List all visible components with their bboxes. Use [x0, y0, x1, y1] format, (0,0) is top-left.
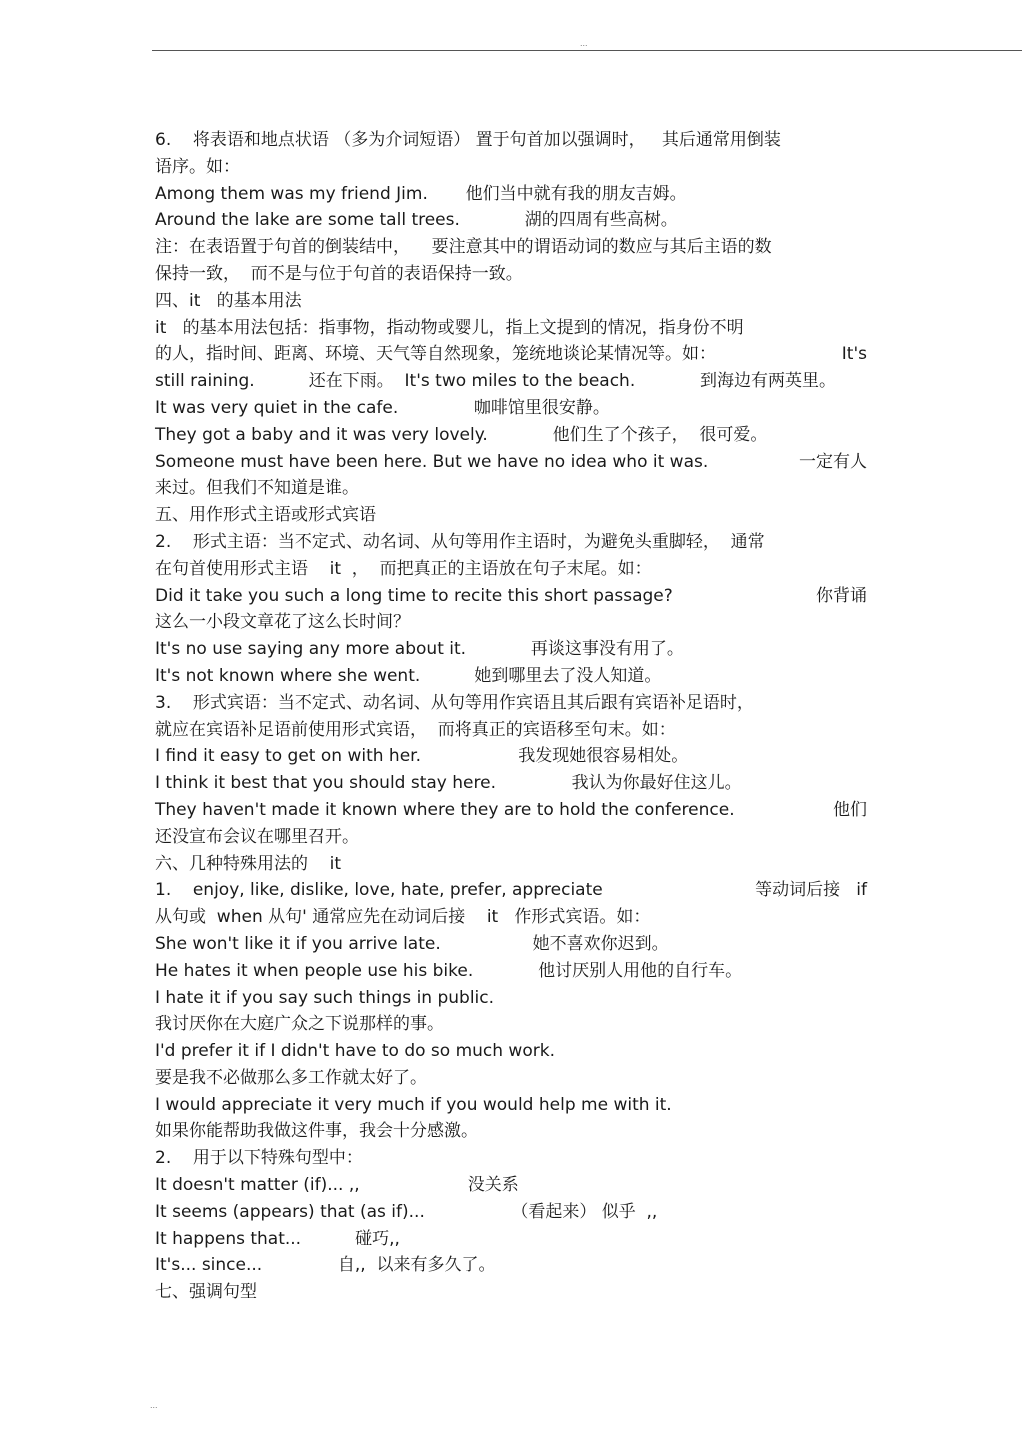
- text-line-content: 如果你能帮助我做这件事，我会十分感激。: [155, 1121, 478, 1142]
- text-line: [155, 261, 867, 288]
- text-line-content: It seems (appears) that (as if)... （看起来） 似乎 ,,: [155, 1201, 658, 1222]
- text-line-content: I think it best that you should stay here. 我认为你最好住这儿。: [155, 773, 742, 794]
- text-line: [155, 449, 867, 476]
- text-line: [155, 690, 867, 717]
- text-line: [155, 1145, 867, 1172]
- text-line: [155, 181, 867, 208]
- text-line: [155, 422, 867, 449]
- text-line-content: 的人，指时间、距离、环境、天气等自然现象，笼统地谈论某情况等。如：: [155, 344, 716, 365]
- text-line-content: 2. 形式主语：当不定式、动名词、从句等用作主语时，为避免头重脚轻， 通常: [155, 531, 765, 552]
- footer-mark: ...: [150, 1400, 158, 1410]
- text-line: [155, 341, 867, 368]
- text-line-content: 五、用作形式主语或形式宾语: [155, 505, 376, 526]
- text-line-content: 这么一小段文章花了这么长时间？: [155, 612, 410, 633]
- text-line-content: still raining. 还在下雨。 It's two miles to the beach. 到海边有两英里。: [155, 371, 837, 392]
- text-line-content: 四、it 的基本用法: [155, 290, 302, 311]
- text-line: [155, 1118, 867, 1145]
- text-line: [155, 502, 867, 529]
- text-line-content: I find it easy to get on with her. 我发现她很容易相处。: [155, 746, 689, 767]
- text-line-content: 七、强调句型: [155, 1282, 257, 1303]
- text-line-content: 就应在宾语补足语前使用形式宾语， 而将真正的宾语移至句末。如：: [155, 719, 676, 740]
- text-line: [155, 556, 867, 583]
- text-line: [155, 368, 867, 395]
- text-line: [155, 1226, 867, 1253]
- text-line-right-segment: 等动词后接 if: [755, 880, 867, 901]
- text-line: [155, 1065, 867, 1092]
- text-line: [155, 154, 867, 181]
- text-line: [155, 609, 867, 636]
- text-line-content: 注：在表语置于句首的倒装结中， 要注意其中的谓语动词的数应与其后主语的数: [155, 237, 772, 258]
- text-line: [155, 1279, 867, 1306]
- text-line: [155, 824, 867, 851]
- text-line-content: 还没宣布会议在哪里召开。: [155, 826, 359, 847]
- text-line: [155, 127, 867, 154]
- text-line-content: Among them was my friend Jim. 他们当中就有我的朋友吉姆。: [155, 183, 687, 204]
- text-line-content: 六、几种特殊用法的 it: [155, 853, 342, 874]
- text-line: [155, 931, 867, 958]
- text-line: [155, 904, 867, 931]
- text-line: [155, 475, 867, 502]
- text-line: [155, 877, 867, 904]
- text-line-content: Someone must have been here. But we have no idea who it was.: [155, 451, 709, 472]
- text-line-content: 6. 将表语和地点状语 （多为介词短语） 置于句首加以强调时， 其后通常用倒装: [155, 130, 781, 150]
- text-line-content: He hates it when people use his bike. 他讨厌别人用他的自行车。: [155, 960, 743, 981]
- text-line-right-segment: It's: [841, 344, 867, 365]
- text-line: [155, 529, 867, 556]
- text-line-content: Did it take you such a long time to recite this short passage?: [155, 585, 673, 606]
- text-line: [155, 958, 867, 985]
- text-line: [155, 743, 867, 770]
- text-line-content: 3. 形式宾语：当不定式、动名词、从句等用作宾语且其后跟有宾语补足语时，: [155, 692, 754, 713]
- text-line: [155, 797, 867, 824]
- text-line-right-segment: 你背诵: [816, 585, 867, 606]
- text-line-content: 在句首使用形式主语 it ， 而把真正的主语放在句子末尾。如：: [155, 558, 652, 579]
- text-line-right-segment: 一定有人: [799, 451, 867, 472]
- text-line: [155, 717, 867, 744]
- text-line-right-segment: 他们: [833, 799, 867, 820]
- text-line-content: 要是我不必做那么多工作就太好了。: [155, 1067, 427, 1088]
- text-line-content: 从句或 when 从句' 通常应先在动词后接 it 作形式宾语。如：: [155, 907, 651, 928]
- text-line: [155, 851, 867, 878]
- text-line-content: It was very quiet in the cafe. 咖啡馆里很安静。: [155, 397, 610, 418]
- text-line: [155, 288, 867, 315]
- text-line-content: 来过。但我们不知道是谁。: [155, 478, 359, 499]
- text-line: [155, 1092, 867, 1119]
- text-line: [155, 395, 867, 422]
- text-line-content: It's... since... 自,, 以来有多久了。: [155, 1255, 496, 1276]
- text-line: [155, 663, 867, 690]
- text-line-content: It doesn't matter (if)... ,, 没关系: [155, 1175, 519, 1196]
- text-line: [155, 315, 867, 342]
- text-line: [155, 234, 867, 261]
- text-line-content: They got a baby and it was very lovely. 他们生了个孩子， 很可爱。: [155, 424, 768, 445]
- text-line: [155, 583, 867, 610]
- header-mark: ...: [580, 38, 588, 48]
- header-rule: [152, 50, 1022, 51]
- text-line-content: I would appreciate it very much if you would help me with it.: [155, 1094, 672, 1115]
- text-line-content: Around the lake are some tall trees. 湖的四周有些高树。: [155, 210, 678, 231]
- text-line: [155, 1199, 867, 1226]
- text-line-content: It's not known where she went. 她到哪里去了没人知道。: [155, 665, 662, 686]
- text-line-content: it 的基本用法包括：指事物，指动物或婴儿，指上文提到的情况，指身份不明: [155, 317, 744, 338]
- text-line-content: It's no use saying any more about it. 再谈这事没有用了。: [155, 639, 684, 660]
- text-line: [155, 207, 867, 234]
- text-line-content: 语序。如：: [155, 156, 240, 177]
- text-line: [155, 985, 867, 1012]
- text-line-content: I'd prefer it if I didn't have to do so much work.: [155, 1041, 555, 1062]
- document-body: [155, 127, 867, 1306]
- text-line: [155, 1172, 867, 1199]
- text-line-content: She won't like it if you arrive late. 她不喜欢你迟到。: [155, 933, 669, 954]
- text-line-content: 我讨厌你在大庭广众之下说那样的事。: [155, 1014, 444, 1035]
- text-line-content: 2. 用于以下特殊句型中：: [155, 1148, 363, 1169]
- text-line: [155, 1038, 867, 1065]
- text-line: [155, 636, 867, 663]
- text-line-content: 1. enjoy, like, dislike, love, hate, prefer, appreciate: [155, 880, 603, 901]
- text-line-content: 保持一致， 而不是与位于句首的表语保持一致。: [155, 263, 523, 284]
- text-line: [155, 1252, 867, 1279]
- text-line: [155, 1011, 867, 1038]
- text-line-content: I hate it if you say such things in public.: [155, 987, 495, 1008]
- text-line-content: It happens that... 碰巧,,: [155, 1228, 400, 1249]
- text-line: [155, 770, 867, 797]
- text-line-content: They haven't made it known where they are to hold the conference.: [155, 799, 735, 820]
